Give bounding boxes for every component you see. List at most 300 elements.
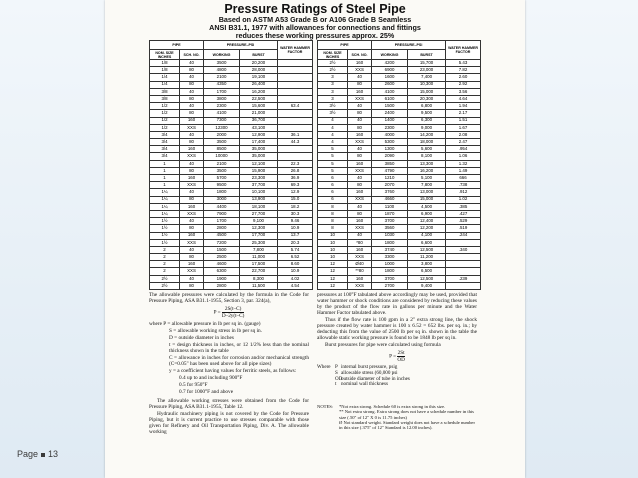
cell-sch-no: 160	[348, 218, 372, 225]
table-row	[150, 218, 313, 225]
cell-sch-no: XXS	[180, 268, 204, 275]
cell-burst: 6,500	[408, 268, 446, 275]
cell-nom-size: 3	[318, 81, 348, 88]
cell-working: 2500	[204, 254, 240, 261]
cell-working: 2600	[372, 81, 408, 88]
cell-nom-size: 1/8	[150, 60, 180, 67]
cell-sch-no: XXS	[180, 182, 204, 189]
cell-nom-size: 1	[150, 182, 180, 189]
table-row	[150, 275, 313, 282]
table-row	[318, 254, 481, 261]
cell-working: 4000	[372, 131, 408, 138]
cell-sch-no: 40	[348, 203, 372, 210]
cell-nom-size: 1¼	[150, 189, 180, 196]
cell-sch-no: 160	[348, 246, 372, 253]
cell-working: 2400	[372, 110, 408, 117]
cell-nom-size: 5	[318, 160, 348, 167]
cell-factor	[278, 146, 313, 153]
table-row	[150, 225, 313, 232]
cell-working: 4790	[372, 167, 408, 174]
cell-working: 3740	[372, 246, 408, 253]
cell-working: 1000	[372, 261, 408, 268]
table-row	[150, 246, 313, 253]
cell-sch-no: 80	[180, 196, 204, 203]
table-row	[318, 131, 481, 138]
cell-factor: 2.60	[446, 74, 481, 81]
cell-factor: 5.74	[278, 246, 313, 253]
cell-working: 2100	[204, 74, 240, 81]
cell-nom-size: 6	[318, 196, 348, 203]
cell-burst: 12,300	[240, 225, 278, 232]
cell-working: 8500	[204, 146, 240, 153]
cell-working: 2700	[372, 282, 408, 289]
cell-sch-no: 160	[348, 275, 372, 282]
cell-working: 2300	[372, 124, 408, 131]
cell-nom-size: 10	[318, 232, 348, 239]
cell-nom-size: 3	[318, 88, 348, 95]
burst-def-key: OD	[335, 375, 343, 382]
table-row	[318, 225, 481, 232]
cell-nom-size: 12	[318, 268, 348, 275]
cell-nom-size: 1½	[150, 225, 180, 232]
cell-burst: 35,000	[240, 146, 278, 153]
cell-nom-size: 3/8	[150, 95, 180, 102]
cell-burst: 17,400	[240, 139, 278, 146]
cell-burst: 36,700	[240, 117, 278, 124]
cell-factor: 1.51	[446, 117, 481, 124]
cell-sch-no: 40	[348, 74, 372, 81]
burst-formula-denominator: OD	[397, 357, 405, 363]
paragraph-hydraulic: Hydraulic machinery piping is not covered by the Code for Pressure Piping, but it is current practice to use stresses comparable with those given for Refinery and Oil Transportation Piping, Div. A. The allowable working	[149, 411, 309, 435]
cell-burst: 8,300	[240, 275, 278, 282]
cell-factor	[278, 124, 313, 131]
cell-working: 6100	[372, 95, 408, 102]
table-row	[318, 67, 481, 74]
formula-def-d: D = outside diameter in inches	[169, 335, 234, 341]
cell-working: 1870	[372, 210, 408, 217]
cell-burst: 22,500	[240, 95, 278, 102]
cell-nom-size: 10	[318, 239, 348, 246]
cell-factor: 5.43	[446, 60, 481, 67]
burst-def-key: P	[335, 364, 338, 370]
burst-where: Where	[317, 364, 331, 370]
table-row	[318, 261, 481, 268]
y-value-3: 0.7 for 1000°F and above	[179, 389, 234, 395]
cell-sch-no: 80	[180, 81, 204, 88]
cell-working: 1900	[204, 275, 240, 282]
cell-factor: 22.3	[278, 160, 313, 167]
table-row	[150, 153, 313, 160]
cell-nom-size: 6	[318, 189, 348, 196]
cell-burst: 13,000	[408, 189, 446, 196]
cell-burst: 6,900	[408, 210, 446, 217]
cell-nom-size: 3/4	[150, 153, 180, 160]
burst-formula-lhs: P =	[389, 353, 397, 360]
cell-factor: 2.17	[446, 110, 481, 117]
table-row	[150, 74, 313, 81]
y-value-1: 0.4 up to and including 900°F	[179, 375, 243, 381]
table-row	[318, 160, 481, 167]
cell-sch-no: 160	[348, 160, 372, 167]
cell-burst: 19,100	[240, 74, 278, 81]
cell-burst: 12,500	[408, 246, 446, 253]
cell-burst: 12,500	[408, 275, 446, 282]
cell-factor	[278, 95, 313, 102]
cell-factor	[446, 239, 481, 246]
cell-burst: 15,600	[240, 103, 278, 110]
cell-factor: 13.7	[278, 232, 313, 239]
table-row	[150, 110, 313, 117]
table-row	[150, 88, 313, 95]
cell-factor	[278, 88, 313, 95]
cell-working: 3700	[372, 275, 408, 282]
burst-def-value: internal burst pressure, psig	[341, 364, 398, 370]
cell-nom-size: 8	[318, 225, 348, 232]
cell-sch-no: 160	[348, 189, 372, 196]
cell-burst: 17,500	[240, 261, 278, 268]
cell-sch-no: XXS	[348, 254, 372, 261]
cell-factor: 4.54	[278, 282, 313, 289]
cell-burst: 10,100	[240, 189, 278, 196]
cell-sch-no: 160	[180, 232, 204, 239]
paragraph-burst: Burst pressures for pipe were calculated using formula	[325, 342, 441, 348]
cell-burst: 23,300	[240, 175, 278, 182]
cell-sch-no: 160	[348, 88, 372, 95]
cell-working: 1300	[372, 146, 408, 153]
cell-working: 1500	[372, 103, 408, 110]
cell-burst: 11,500	[240, 282, 278, 289]
cell-factor: 8.60	[278, 261, 313, 268]
cell-burst: 6,800	[408, 103, 446, 110]
cell-burst: 23,000	[408, 67, 446, 74]
cell-factor: 1.67	[446, 124, 481, 131]
cell-factor: 4.64	[446, 95, 481, 102]
y-value-2: 0.5 for 950°F	[179, 382, 208, 388]
cell-sch-no: XXS	[348, 167, 372, 174]
cell-nom-size: 5	[318, 146, 348, 153]
cell-nom-size: 4	[318, 131, 348, 138]
cell-nom-size: 1/2	[150, 124, 180, 131]
cell-burst: 17,700	[240, 232, 278, 239]
table-row	[318, 146, 481, 153]
cell-working: 10000	[204, 153, 240, 160]
cell-working: 5700	[204, 175, 240, 182]
burst-def-value: nominal wall thickness	[341, 381, 388, 388]
cell-factor	[278, 117, 313, 124]
cell-nom-size: 1½	[150, 232, 180, 239]
cell-working: 3700	[372, 218, 408, 225]
cell-factor: 4.02	[278, 275, 313, 282]
cell-sch-no: 40	[348, 103, 372, 110]
cell-factor: 1.06	[446, 153, 481, 160]
cell-factor: 12.9	[278, 189, 313, 196]
cell-working: 3850	[372, 160, 408, 167]
paragraph-water-hammer: pressures at 100°F tabulated above accordingly may be used, provided that water hammer or shock conditions are considered by reducing these values by the product of the flow rate in gallons per minute and the Water Hammer Factor tabulated above.	[317, 292, 477, 316]
cell-sch-no: XXS	[348, 95, 372, 102]
notes	[317, 404, 477, 430]
cell-sch-no: 80	[348, 182, 372, 189]
formula-denominator: D–2y(t–C)	[221, 313, 245, 319]
cell-nom-size: 1	[150, 167, 180, 174]
cell-working: 2070	[372, 182, 408, 189]
table-row	[150, 67, 313, 74]
cell-factor: .738	[446, 182, 481, 189]
cell-factor: 1.02	[446, 196, 481, 203]
cell-sch-no: 40	[180, 88, 204, 95]
cell-burst: 15,700	[408, 60, 446, 67]
cell-nom-size: 1½	[150, 218, 180, 225]
cell-working: 1100	[372, 203, 408, 210]
cell-burst: 9,000	[408, 124, 446, 131]
cell-burst: 25,300	[240, 239, 278, 246]
cell-working: 3760	[372, 189, 408, 196]
cell-working: 4500	[204, 232, 240, 239]
table-row	[150, 124, 313, 131]
cell-nom-size: 12	[318, 282, 348, 289]
table-row	[318, 232, 481, 239]
cell-burst: 18,000	[408, 139, 446, 146]
cell-burst: 27,700	[240, 210, 278, 217]
cell-burst: 7,800	[240, 246, 278, 253]
table-row	[150, 95, 313, 102]
pressure-table-right	[317, 40, 481, 290]
cell-sch-no: 80	[180, 110, 204, 117]
cell-factor: 69.3	[278, 182, 313, 189]
cell-sch-no: 80	[180, 167, 204, 174]
cell-working: 3800	[204, 95, 240, 102]
cell-working: 2000	[204, 131, 240, 138]
table-row	[150, 103, 313, 110]
cell-factor: 1.32	[446, 160, 481, 167]
table-row	[150, 160, 313, 167]
cell-burst: 18,100	[240, 203, 278, 210]
cell-burst: 35,000	[240, 153, 278, 160]
table-row	[318, 175, 481, 182]
notes-label: NOTES:	[317, 404, 334, 410]
cell-nom-size: 2	[150, 254, 180, 261]
cell-burst: 5,100	[408, 175, 446, 182]
table-row	[150, 203, 313, 210]
table-row	[150, 232, 313, 239]
cell-working: 4100	[204, 110, 240, 117]
cell-nom-size: 3½	[318, 110, 348, 117]
cell-nom-size: 1¼	[150, 210, 180, 217]
pressure-formula	[149, 306, 309, 319]
table-row	[318, 167, 481, 174]
table-row	[318, 74, 481, 81]
cell-burst: 15,900	[240, 167, 278, 174]
cell-factor: 1.94	[446, 103, 481, 110]
table-row	[318, 246, 481, 253]
cell-factor: 20.3	[278, 239, 313, 246]
cell-burst: 28,000	[240, 67, 278, 74]
cell-factor: .519	[446, 225, 481, 232]
cell-burst: 13,300	[408, 160, 446, 167]
pressure-table-left	[149, 40, 313, 290]
cell-nom-size: 10	[318, 246, 348, 253]
cell-factor: 6.52	[278, 254, 313, 261]
table-row	[318, 139, 481, 146]
document-page	[105, 0, 525, 478]
cell-working: 4100	[372, 88, 408, 95]
burst-def-value: outside diameter of tube in inches	[341, 375, 410, 382]
cell-working: 3000	[204, 196, 240, 203]
cell-burst: 6,600	[408, 239, 446, 246]
cell-factor	[446, 282, 481, 289]
table-row	[318, 275, 481, 282]
table-row	[150, 167, 313, 174]
table-row	[318, 203, 481, 210]
cell-factor	[278, 81, 313, 88]
formula-def-t: t = design thickness in inches, or 12 1/2% less than the nominal thickness shown in the table	[169, 342, 309, 354]
cell-sch-no: **80	[348, 268, 372, 275]
cell-factor: .244	[446, 232, 481, 239]
header-nom-size: NOM. SIZE INCHES	[318, 50, 348, 60]
cell-factor: 9.46	[278, 218, 313, 225]
header-burst: BURST	[408, 50, 446, 60]
cell-burst: 16,200	[408, 167, 446, 174]
cell-sch-no: 40	[348, 146, 372, 153]
cell-sch-no: XXS	[180, 153, 204, 160]
cell-working: 1800	[372, 268, 408, 275]
table-row	[150, 182, 313, 189]
cell-nom-size: 8	[318, 218, 348, 225]
cell-burst: 9,500	[408, 110, 446, 117]
burst-formula	[317, 350, 477, 363]
table-row	[318, 88, 481, 95]
cell-factor: 666	[446, 175, 481, 182]
cell-sch-no: XXS	[348, 139, 372, 146]
cell-burst: 15,000	[408, 196, 446, 203]
cell-working: 1600	[372, 74, 408, 81]
paragraph-calculation: The allowable pressures were calculated by the formula in the Code for Pressure Piping, ASA B31.1-1955, Section 3, par. 324(a),	[149, 292, 309, 304]
cell-sch-no: 40	[180, 160, 204, 167]
cell-sch-no: 160	[180, 261, 204, 268]
cell-sch-no: 160	[180, 203, 204, 210]
table-row	[150, 282, 313, 289]
cell-factor: .529	[446, 218, 481, 225]
cell-factor: .340	[446, 246, 481, 253]
cell-factor: 36.9	[278, 175, 313, 182]
cell-nom-size: 5	[318, 153, 348, 160]
cell-factor: 30.3	[278, 210, 313, 217]
cell-nom-size: 2½	[318, 67, 348, 74]
document-subtitle-3: reduces these working pressures approx. 25%	[235, 31, 395, 41]
cell-working: 7300	[204, 117, 240, 124]
cell-working: 7200	[204, 239, 240, 246]
table-row	[150, 81, 313, 88]
table-row	[318, 196, 481, 203]
table-row	[318, 210, 481, 217]
cell-burst: 26,400	[240, 81, 278, 88]
header-water-hammer: WATER HAMMER FACTOR	[446, 41, 481, 60]
table-row	[150, 146, 313, 153]
cell-nom-size: 3	[318, 95, 348, 102]
cell-factor	[278, 74, 313, 81]
cell-factor	[278, 153, 313, 160]
table-row	[318, 110, 481, 117]
burst-formula-numerator: 2St	[397, 350, 405, 356]
cell-burst: 7,400	[408, 74, 446, 81]
cell-burst: 14,200	[408, 131, 446, 138]
cell-factor	[278, 60, 313, 67]
cell-factor: 3.56	[446, 88, 481, 95]
cell-sch-no: 40	[348, 175, 372, 182]
header-water-hammer: WATER HAMMER FACTOR	[278, 41, 313, 60]
cell-burst: 5,600	[408, 146, 446, 153]
formula-def-s: S = allowable working stress in lb per sq in.	[169, 328, 263, 334]
cell-burst: 20,200	[240, 60, 278, 67]
cell-sch-no: 40	[180, 246, 204, 253]
cell-nom-size: 1¼	[150, 203, 180, 210]
table-row	[150, 268, 313, 275]
cell-factor: 44.3	[278, 139, 313, 146]
cell-burst: 13,900	[240, 196, 278, 203]
cell-factor: .427	[446, 210, 481, 217]
header-sch-no: SCH. NO.	[180, 50, 204, 60]
cell-factor	[446, 254, 481, 261]
cell-working: 3300	[372, 254, 408, 261]
cell-nom-size: 12	[318, 261, 348, 268]
cell-nom-size: 3½	[318, 103, 348, 110]
cell-working: 1500	[204, 246, 240, 253]
cell-sch-no: XXS	[180, 239, 204, 246]
cell-burst: 10,300	[408, 81, 446, 88]
cell-working: 7900	[204, 210, 240, 217]
cell-burst: 3,800	[408, 261, 446, 268]
cell-nom-size: 5	[318, 167, 348, 174]
cell-sch-no: 80	[180, 282, 204, 289]
cell-factor: .912	[446, 189, 481, 196]
cell-factor: .954	[446, 146, 481, 153]
table-row	[318, 182, 481, 189]
table-row	[150, 131, 313, 138]
cell-factor	[278, 67, 313, 74]
note-3: Ø Not standard weight. Standard weight does not have a schedule number in this size (.375" of 12" Standard is 12.00 inches).	[339, 419, 475, 430]
cell-nom-size: 2	[150, 268, 180, 275]
cell-sch-no: 160	[180, 175, 204, 182]
cell-sch-no: 160	[180, 117, 204, 124]
cell-nom-size: 3	[318, 74, 348, 81]
cell-nom-size: 6	[318, 175, 348, 182]
cell-working: 4660	[372, 196, 408, 203]
cell-working: 2800	[204, 225, 240, 232]
table-row	[150, 254, 313, 261]
cell-nom-size: 2½	[150, 275, 180, 282]
table-row	[318, 124, 481, 131]
cell-sch-no: *80	[348, 239, 372, 246]
cell-sch-no: 80	[180, 139, 204, 146]
header-working: WORKING	[204, 50, 240, 60]
table-row	[150, 210, 313, 217]
cell-working: 3500	[204, 139, 240, 146]
page-number: 13	[48, 449, 59, 459]
cell-working: 4400	[204, 203, 240, 210]
cell-burst: 20,300	[408, 95, 446, 102]
cell-sch-no: 40	[180, 103, 204, 110]
cell-working: 4800	[204, 67, 240, 74]
cell-burst: 6,300	[408, 117, 446, 124]
cell-sch-no: 80	[180, 67, 204, 74]
cell-factor: 10.9	[278, 225, 313, 232]
cell-working: 2300	[204, 103, 240, 110]
cell-sch-no: 40	[348, 117, 372, 124]
cell-factor: 1.49	[446, 167, 481, 174]
bullet-square-icon	[41, 453, 45, 457]
cell-working: 6300	[204, 268, 240, 275]
table-row	[318, 60, 481, 67]
cell-working: 6900	[372, 67, 408, 74]
